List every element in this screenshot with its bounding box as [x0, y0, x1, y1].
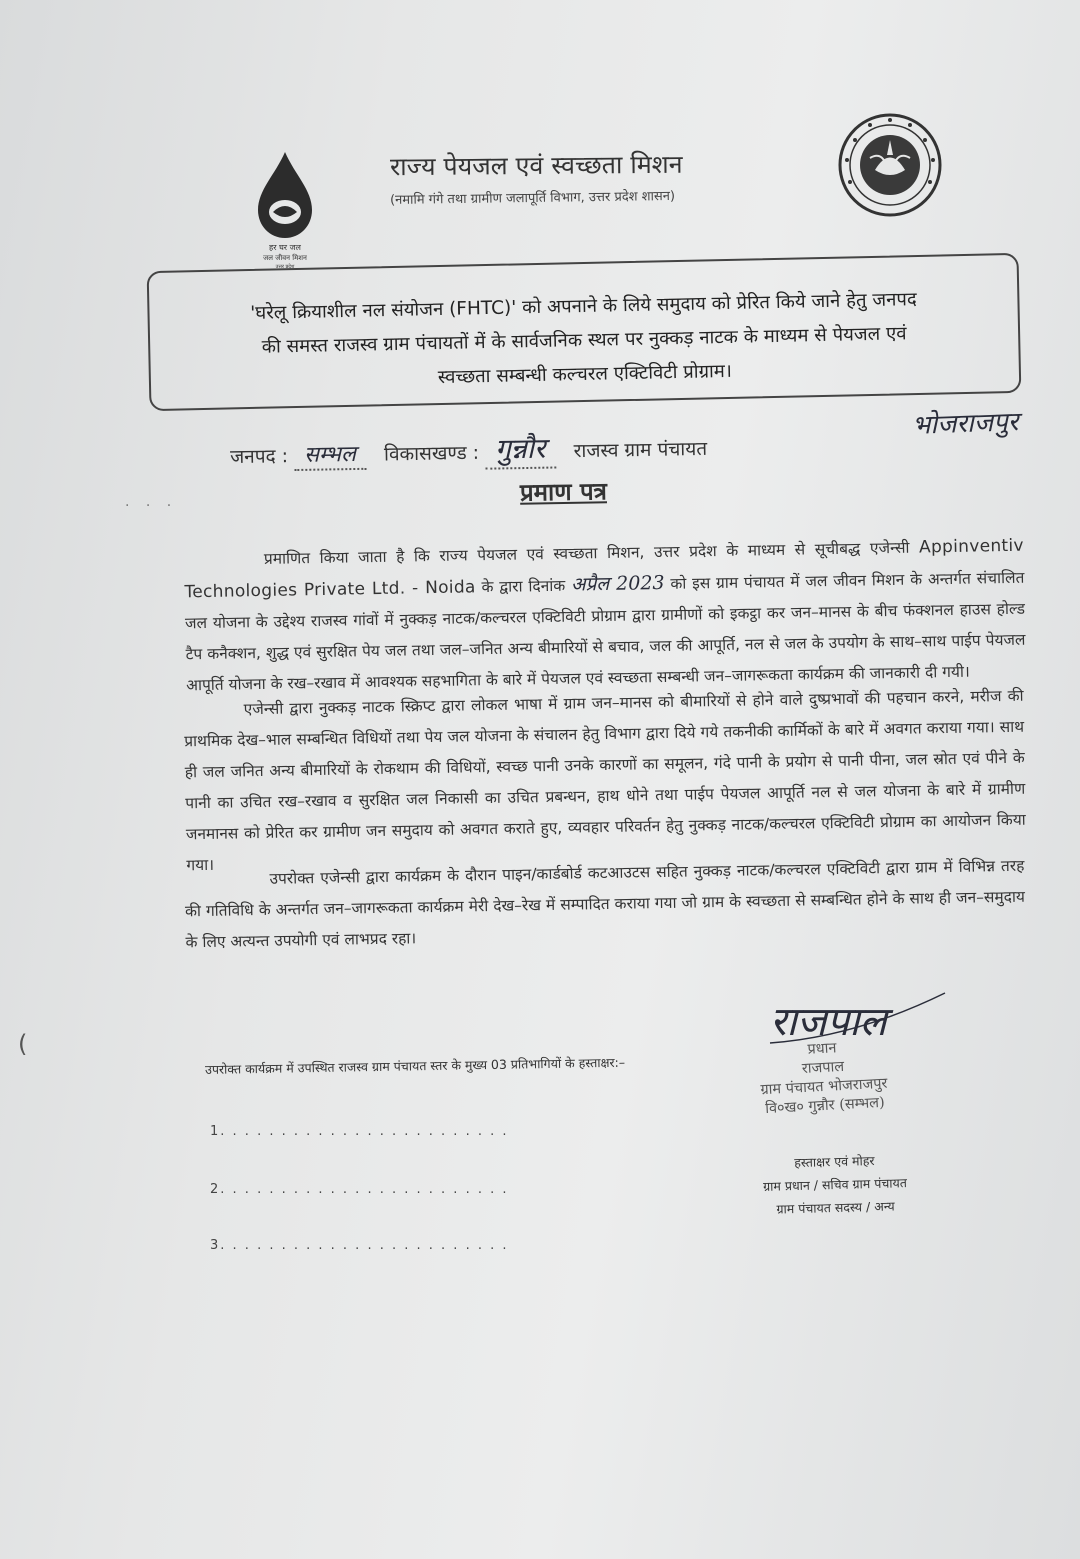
banner-line-1: 'घरेलू क्रियाशील नल संयोजन (FHTC)' को अपनाने के लिये समुदाय को प्रेरित किये जाने हेतु जनपद	[250, 289, 917, 324]
para1-part-d: को इस ग्राम पंचायत में जल जीवन मिशन के अन्तर्गत संचालित जल योजना के उद्देश्य राजस्व गांवों में नुक्कड़ नाटक/कल्चरल एक्टिविटी प्रोग्राम द्वारा ग्रामीणों को इकट्ठा कर जन–मानस के बीच फंक्शनल हाउस होल्ड टैप कनैक्शन, शुद्ध एवं सुरक्षित पेय जल तथा जल–जनित अन्य बीमारियों से बचाव, जल की आपूर्ति, नल से जल के उपयोग के साथ–साथ पाईप पेयजल आपूर्ति योजना के रख–रखाव में आवश्यक सहभागिता के बारे में पेयजल एवं स्वच्छता सम्बन्धी जन–जागरूकता कार्यक्रम की जानकारी दी गयी।	[184, 568, 1026, 695]
block-value: गुन्नौर	[494, 431, 546, 466]
seal-line-3: ग्राम पंचायत सदस्य / अन्य	[776, 1198, 895, 1217]
program-date: अप्रैल 2023	[570, 571, 665, 596]
para1-part-a: प्रमाणित किया जाता है कि राज्य पेयजल एवं स्वच्छता मिशन, उत्तर प्रदेश के माध्यम से सूचीबद्ध एजेन्सी	[263, 538, 910, 568]
stamp-line-4: वि०ख० गुन्नौर (सम्भल)	[764, 1094, 886, 1118]
seal-line-2: ग्राम प्रधान / सचिव ग्राम पंचायत	[762, 1175, 908, 1194]
participant-signature-line-2: 2. . . . . . . . . . . . . . . . . . . . . . . .	[210, 1182, 509, 1197]
stamp-line-3: ग्राम पंचायत भोजराजपुर	[760, 1075, 888, 1099]
village-value: भोजराजपुर	[911, 407, 1019, 441]
jal-jeevan-mission-logo	[240, 150, 330, 270]
banner-line-2: की समस्त राजस्व ग्राम पंचायतों में के सार्वजनिक स्थल पर नुक्कड़ नाटक के माध्यम से पेयजल एवं	[261, 323, 907, 358]
agency-name: Appinventiv Technologies Private Ltd. - Noida	[184, 535, 1024, 603]
program-banner	[147, 253, 1022, 411]
district-value: सम्भल	[303, 441, 357, 468]
location-fields	[230, 426, 708, 474]
certificate-title: प्रमाण पत्र	[519, 477, 608, 507]
para2-text: एजेन्सी द्वारा नुक्कड़ नाटक स्क्रिप्ट द्वारा लोकल भाषा में ग्राम जन–मानस को बीमारियों से होने वाले दुष्प्रभावों की पहचान करने, मरीज की प्राथमिक देख–भाल सम्बन्धित विधियों तथा पेय जल योजना के संचालन हेतु विभाग द्वारा दिये गये तकनीकी कार्मिकों के बारे में अवगत कराया गया। साथ ही जल जनित अन्य बीमारियों के रोकथाम की विधियों, स्वच्छ पानी उनके कारणों का समूलन, गंदे पानी के प्रयोग से पानी पीना, जल स्रोत एवं पीने के पानी का उचित रख–रखाव व सुरक्षित जल निकासी का उचित प्रबन्धन, हाथ धोने तथा पाईप पेयजल आपूर्ति नल से जल योजना के बारे में ग्रामीण जनमानस को प्रेरित कर ग्रामीण जन समुदाय को अवगत कराते हुए, व्यवहार परिवर्तन हेतु नुक्कड़ नाटक/कल्चरल एक्टिविटी प्रोग्राम का आयोजन किया गया।	[184, 686, 1026, 875]
participants-note: उपरोक्त कार्यक्रम में उपस्थित राजस्व ग्राम पंचायत स्तर के मुख्य 03 प्रतिभागियों के हस्ताक्षर:–	[204, 1054, 626, 1078]
para1-part-c: के द्वारा दिनांक	[481, 576, 566, 597]
up-government-seal	[835, 110, 945, 220]
block-field	[485, 428, 556, 469]
margin-dots: · · ·	[125, 498, 178, 514]
banner-line-3: स्वच्छता सम्बन्धी कल्चरल एक्टिविटी प्रोग्राम।	[437, 360, 733, 389]
seal-line-1: हस्ताक्षर एवं मोहर	[794, 1152, 875, 1171]
participant-signature-line-3: 3. . . . . . . . . . . . . . . . . . . . . . . .	[210, 1238, 509, 1253]
signature-and-seal-block	[729, 1147, 941, 1221]
village-label: राजस्व ग्राम पंचायत	[573, 437, 708, 463]
certificate-paragraph-2	[183, 681, 1026, 882]
logo-caption-1: हर घर जल	[269, 243, 301, 252]
block-label: विकासखण्ड :	[383, 441, 480, 466]
margin-mark: (	[18, 1030, 28, 1058]
district-field	[294, 438, 366, 471]
logo-caption-3: उत्तर प्रदेश	[275, 264, 295, 270]
stamp-line-1: प्रधान	[807, 1040, 837, 1058]
participant-signature-line-1: 1. . . . . . . . . . . . . . . . . . . . . . . .	[210, 1124, 509, 1139]
logo-caption-2: जल जीवन मिशन	[263, 254, 307, 262]
pradhan-stamp	[758, 1037, 889, 1120]
certificate-paragraph-3	[184, 851, 1025, 959]
stamp-line-2: राजपाल	[801, 1058, 845, 1078]
para3-text: उपरोक्त एजेन्सी द्वारा कार्यक्रम के दौरान पाइन/कार्डबोर्ड कटआउटस सहित नुक्कड़ नाटक/कल्चरल एक्टिविटी द्वारा ग्राम में विभिन्न तरह की गतिविधि के अन्तर्गत जन–जागरूकता कार्यक्रम मेरी देख–रेख में सम्पादित कराया गया जो ग्राम के स्वच्छता से सम्बन्धित होने के साथ ही जन–समुदाय के लिए अत्यन्त उपयोगी एवं लाभप्रद रहा।	[184, 856, 1026, 952]
org-subtitle: (नमामि गंगे तथा ग्रामीण जलापूर्ति विभाग, उत्तर प्रदेश शासन)	[389, 189, 676, 208]
signature-text: राजपाल	[770, 999, 887, 1045]
district-label: जनपद :	[229, 445, 289, 469]
org-title: राज्य पेयजल एवं स्वच्छता मिशन	[389, 149, 683, 182]
certificate-paragraph-1	[184, 531, 1027, 702]
